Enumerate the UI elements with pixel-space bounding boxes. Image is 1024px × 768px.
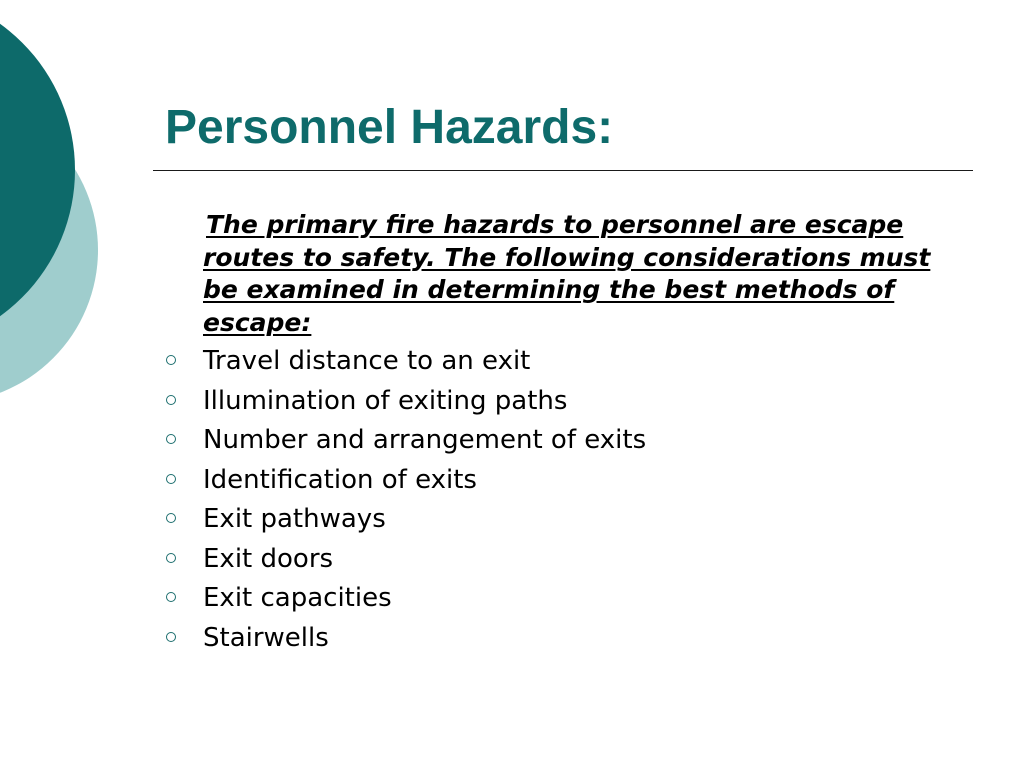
- list-item: [160, 619, 646, 659]
- list-item-text: Identification of exits: [203, 464, 477, 495]
- list-item: [160, 500, 646, 540]
- hollow-circle-icon: [166, 553, 176, 563]
- hollow-circle-icon: [166, 474, 176, 484]
- list-item: [160, 540, 646, 580]
- list-item-text: Travel distance to an exit: [203, 346, 531, 376]
- title-divider: [153, 170, 973, 171]
- intro-paragraph: The primary fire hazards to personnel are escape routes to safety. The following considerations must be examined in determining the best methods of escape:: [203, 210, 931, 337]
- list-item-text: Stairwells: [203, 622, 329, 653]
- list-item-text: Exit pathways: [203, 504, 386, 534]
- hollow-circle-icon: [166, 592, 176, 602]
- hollow-circle-icon: [166, 434, 176, 444]
- slide-title: Personnel Hazards:: [165, 101, 614, 154]
- list-item-text: Exit doors: [203, 543, 334, 574]
- hollow-circle-icon: [166, 632, 176, 642]
- list-item-text: Illumination of exiting paths: [203, 385, 568, 416]
- bullet-list: [160, 342, 646, 658]
- decorative-circles: [0, 0, 110, 420]
- list-item-text: Number and arrangement of exits: [203, 425, 647, 455]
- hollow-circle-icon: [166, 513, 176, 523]
- list-item: [160, 461, 646, 501]
- list-item-text: Exit capacities: [203, 583, 392, 613]
- hollow-circle-icon: [166, 355, 176, 365]
- hollow-circle-icon: [166, 395, 176, 405]
- list-item: [160, 382, 646, 422]
- list-item: [160, 579, 646, 619]
- list-item: [160, 342, 646, 382]
- list-item: [160, 421, 646, 461]
